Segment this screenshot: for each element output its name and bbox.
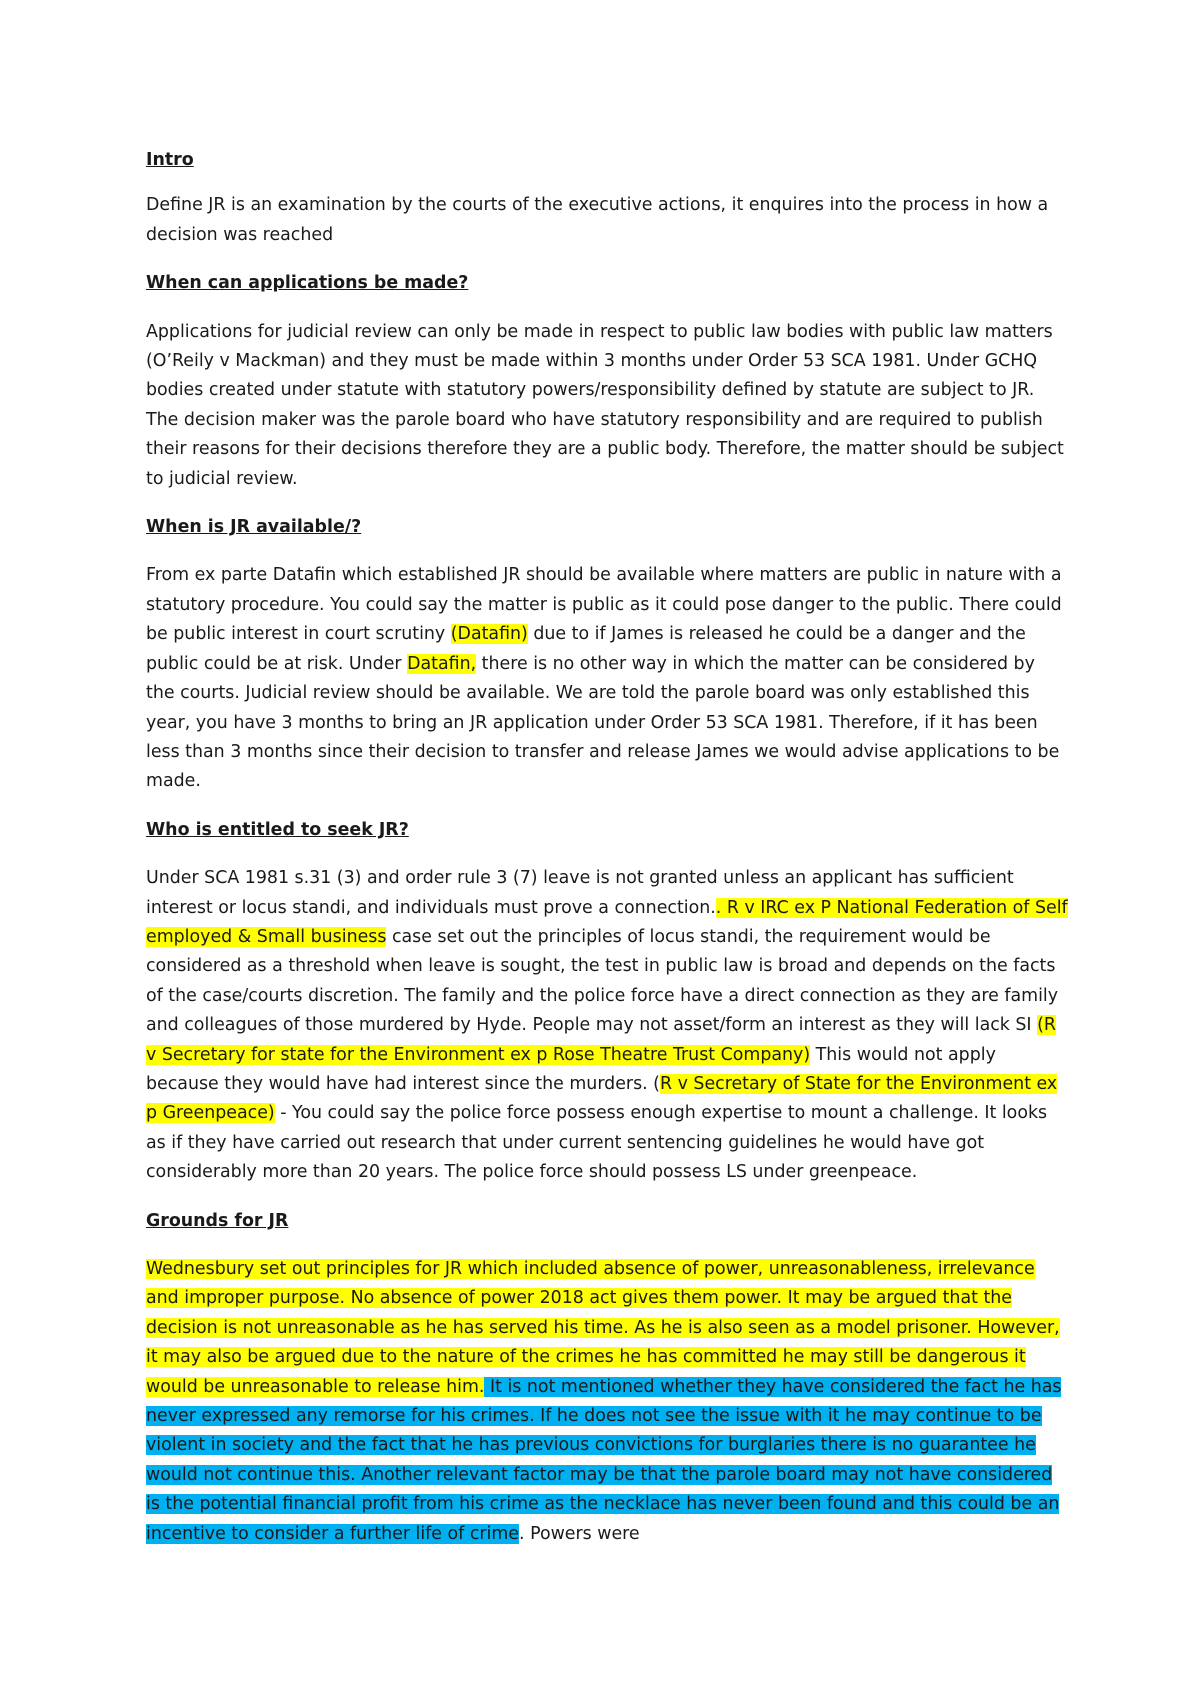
document-page <box>146 146 1068 1549</box>
applications-heading: When can applications be made? <box>146 273 469 294</box>
intro-heading: Intro <box>146 150 194 170</box>
applications-paragraph: Applications for judicial review can only be made in respect to public law bodies with public law matters (O’Reily v Mackman) and they must be made within 3 months under Order 53 SCA 1981. Under GCHQ bodies created under statute with statutory powers/responsibility defined by statute are subject to JR. The decision maker was the parole board who have statutory responsibility and are required to publish their reasons for their decisions therefore they are a public body. Therefore, the matter should be subject to judicial review. <box>146 321 1064 489</box>
highlight-wednesbury: Wednesbury set out principles for JR which included absence of power, unreasonableness, irrelevance and improper purpose. No absence of power 2018 act gives them power. It may be argued that the decision is not unreasonable as he has served his time. As he is also seen as a model prisoner. However, it may also be argued due to the nature of the crimes he has committed he may still be dangerous it would be unreasonable to release him. <box>146 1259 1060 1397</box>
entitlement-text-4: - You could say the police force possess enough expertise to mount a challenge. It looks as if they have carried out research that under current sentencing guidelines he would have got considerably more than 20 years. The police force should possess LS under greenpeace. <box>146 1103 1048 1183</box>
availability-text-1: From ex parte Datafin which established JR should be available where matters are public in nature with a statutory procedure. You could say the matter is public as it could pose danger to the public. There could be public interest in court scrutiny <box>146 565 1062 645</box>
availability-heading: When is JR available/? <box>146 517 362 538</box>
grounds-heading: Grounds for JR <box>146 1210 289 1231</box>
entitlement-text-1: Under SCA 1981 s.31 (3) and order rule 3 (7) leave is not granted unless an applicant has sufficient interest or locus standi, and individuals must prove a connection. <box>146 868 1014 918</box>
grounds-tail-text: . Powers were <box>519 1523 640 1544</box>
highlight-datafin-1: (Datafin) <box>450 624 528 645</box>
highlight-greenpeace-case: R v Secretary of State for the Environment ex p Greenpeace) <box>146 1073 1058 1124</box>
highlight-irc-case: . R v IRC ex P National Federation of Self employed & Small business <box>146 897 1068 947</box>
entitlement-heading: Who is entitled to seek JR? <box>146 819 409 840</box>
entitlement-paragraph <box>146 864 1068 1187</box>
availability-text-2: due to if James is released he could be a danger and the public could be at risk. Under <box>146 624 1026 674</box>
highlight-rose-theatre-case: (R v Secretary for state for the Environment ex p Rose Theatre Trust Company) <box>146 1015 1056 1065</box>
entitlement-text-3: This would not apply because they would have had interest since the murders. ( <box>146 1044 996 1094</box>
grounds-paragraph <box>146 1255 1068 1549</box>
highlight-datafin-2: Datafin, <box>407 653 477 674</box>
availability-text-3: there is no other way in which the matter can be considered by the courts. Judicial review should be available. We are told the parole board was only established this year, you have 3 months to bring an JR application under Order 53 SCA 1981. Therefore, if it has been less than 3 months since their decision to transfer and release James we would advise applications to be made. <box>146 653 1060 792</box>
availability-paragraph <box>146 561 1068 796</box>
intro-paragraph: Define JR is an examination by the courts of the executive actions, it enquires into the process in how a decision was reached <box>146 195 1049 245</box>
highlight-relevant-factors: It is not mentioned whether they have considered the fact he has never expressed any remorse for his crimes. If he does not see the issue with it he may continue to be violent in society and the fact that he has previous convictions for burglaries there is no guarantee he would not continue this. Another relevant factor may be that the parole board may not have considered is the potential financial profit from his crime as the necklace has never been found and this could be an incentive to consider a further life of crime <box>146 1376 1062 1544</box>
entitlement-text-2: case set out the principles of locus standi, the requirement would be considered as a threshold when leave is sought, the test in public law is broad and depends on the facts of the case/courts discretion. The family and the police force have a direct connection as they are family and colleagues of those murdered by Hyde. People may not asset/form an interest as they will lack SI <box>146 926 1059 1036</box>
